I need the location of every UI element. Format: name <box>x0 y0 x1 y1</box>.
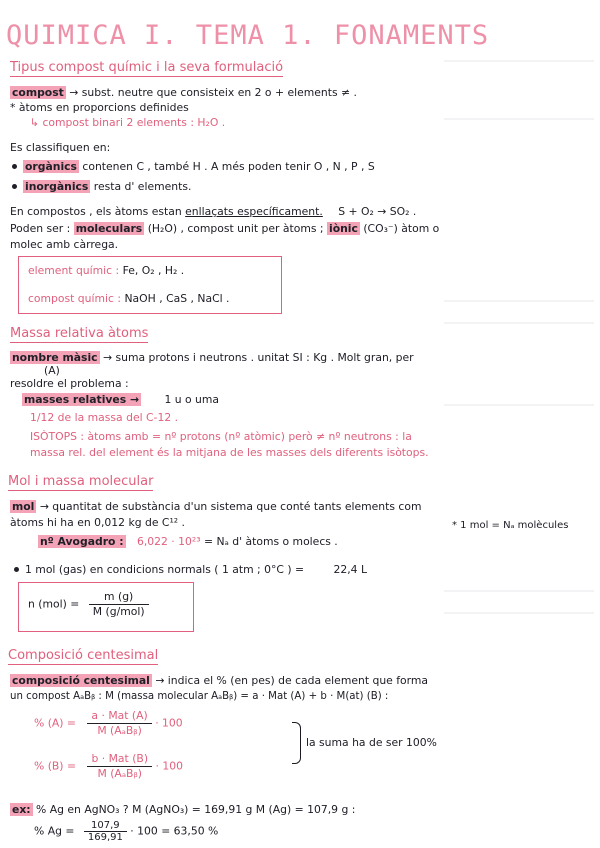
inorganics-def: resta d' elements. <box>93 180 192 193</box>
mol-line-2: àtoms hi ha en 0,012 kg de C¹² . <box>10 516 185 529</box>
percent-a-numerator: a · Mat (A) <box>87 709 151 724</box>
example-right: · 100 = 63,50 % <box>130 824 219 838</box>
classify-line: Es classifiquen en: <box>10 141 111 154</box>
bullet-dot <box>14 567 19 572</box>
masses-term: masses relatives → <box>24 393 139 406</box>
percent-b <box>34 752 183 781</box>
compost-term: compost <box>12 86 64 99</box>
box-line-2 <box>28 292 229 306</box>
example-term: ex: <box>12 803 31 816</box>
percent-b-numerator: b · Mat (B) <box>87 752 152 767</box>
comp-line <box>10 674 428 688</box>
nombre-line <box>10 351 414 365</box>
masses-value: 1 u o uma <box>164 393 220 406</box>
formula-left: n (mol) = <box>28 597 80 611</box>
inorganics-line <box>10 180 191 194</box>
nombre-def: → suma protons i neutrons . unitat SI : Kg . Molt gran, per <box>103 351 414 364</box>
box-value-compost: NaOH , CaS , NaCl . <box>124 292 230 305</box>
avogadro-rest: = Nₐ d' àtoms o molecs . <box>204 535 338 548</box>
mol-term: mol <box>12 500 35 513</box>
avogadro-line <box>38 535 338 549</box>
example-text: % Ag en AgNO₃ ? M (AgNO₃) = 169,91 g M (Ag) = 107,9 g : <box>36 803 356 816</box>
section-heading-tipus: Tipus compost químic i la seva formulació <box>10 60 284 75</box>
example-numerator: 107,9 <box>84 820 127 832</box>
enllac-line <box>10 205 416 219</box>
mol-def: → quantitat de substància d'un sistema que conté tants elements com <box>39 500 422 513</box>
mol-line <box>10 500 421 514</box>
gas-text: 1 mol (gas) en condicions normals ( 1 atm ; 0°C ) = <box>25 563 305 576</box>
formula-numerator: m (g) <box>89 590 149 605</box>
bullet-dot <box>12 164 17 169</box>
poden-text: Poden ser : <box>10 222 71 235</box>
page-title: QUIMICA I. TEMA 1. FONAMENTS <box>6 20 490 51</box>
compost-line <box>10 86 357 100</box>
box-label-compost: compost químic : <box>28 292 122 305</box>
enllac-text: En compostos , els àtoms estan <box>10 205 182 218</box>
organics-line <box>10 160 375 174</box>
masses-line <box>22 393 219 407</box>
moleculars-term: moleculars <box>75 222 143 235</box>
nombre-a: (A) <box>44 364 60 377</box>
molec-line: molec amb càrrega. <box>10 238 119 251</box>
mol-formula <box>28 590 149 619</box>
section-heading-mol: Mol i massa molecular <box>8 474 154 489</box>
section-heading-massa-relativa: Massa relativa àtoms <box>10 326 149 341</box>
section-heading-composicio: Composició centesimal <box>8 648 159 663</box>
percent-b-left: % (B) = <box>34 759 77 773</box>
poden-text-2: (H₂O) , compost unit per àtoms ; <box>147 222 324 235</box>
ionic-term: iònic <box>329 222 358 235</box>
mol-note: * 1 mol = Nₐ molècules <box>452 520 569 531</box>
percent-a-denominator: M (AₐBᵦ) <box>97 724 142 737</box>
percent-a <box>34 709 183 738</box>
bullet-dot <box>12 184 17 189</box>
organics-def: contenen C , també H . A més poden tenir O , N , P , S <box>82 160 375 173</box>
isotops-term: ISÒTOPS : <box>30 430 85 443</box>
poden-line <box>10 222 439 236</box>
avogadro-value: 6,022 · 10²³ <box>136 535 201 548</box>
example-left: % Ag = <box>34 824 75 838</box>
example-result <box>34 820 218 843</box>
avogadro-term: nº Avogadro : <box>40 535 124 548</box>
resoldre-line: resoldre el problema : <box>10 377 129 390</box>
gas-value: 22,4 L <box>333 563 367 576</box>
inorganics-term: inorgànics <box>25 180 89 193</box>
percent-b-fraction <box>87 752 152 781</box>
comp-term: composició centesimal <box>12 674 150 687</box>
enllac-reaction: S + O₂ → SO₂ . <box>338 205 417 218</box>
example-line <box>10 803 355 817</box>
nombre-term: nombre màsic <box>12 351 98 364</box>
formula-fraction <box>89 590 149 619</box>
isotops-line <box>30 430 412 444</box>
box-value-element: Fe, O₂ , H₂ . <box>122 264 185 277</box>
enllac-underlined: enllaçats específicament. <box>185 205 323 218</box>
percent-a-left: % (A) = <box>34 716 76 730</box>
box-label-element: element químic : <box>28 264 120 277</box>
poden-text-3: (CO₃⁻) àtom o <box>363 222 440 235</box>
box-line-1 <box>28 264 184 278</box>
percent-a-fraction <box>87 709 151 738</box>
gas-line <box>12 563 367 577</box>
example-fraction <box>84 820 127 843</box>
binari-line: ↳ compost binari 2 elements : H₂O . <box>30 116 226 129</box>
formula-denominator: M (g/mol) <box>92 605 145 618</box>
brace-note: la suma ha de ser 100% <box>306 736 437 749</box>
percent-a-right: · 100 <box>155 716 183 730</box>
organics-term: orgànics <box>25 160 77 173</box>
compost-def: → subst. neutre que consisteix en 2 o + elements ≠ . <box>69 86 357 99</box>
comp-line-2: un compost AₐBᵦ : M (massa molecular AₐBᵦ) = a · Mat (A) + b · M(at) (B) : <box>10 691 389 702</box>
brace <box>292 722 301 764</box>
atoms-line: * àtoms en proporcions definides <box>10 101 189 114</box>
comp-def: → indica el % (en pes) de cada element que forma <box>155 674 429 687</box>
percent-b-denominator: M (AₐBᵦ) <box>97 767 143 780</box>
percent-b-right: · 100 <box>155 759 183 773</box>
example-denominator: 169,91 <box>87 832 123 843</box>
isotops-line-2: massa rel. del element és la mitjana de les masses dels diferents isòtops. <box>30 446 429 459</box>
fraccio-line: 1/12 de la massa del C-12 . <box>30 411 179 424</box>
isotops-def: àtoms amb = nº protons (nº atòmic) però ≠ nº neutrons : la <box>87 430 412 443</box>
